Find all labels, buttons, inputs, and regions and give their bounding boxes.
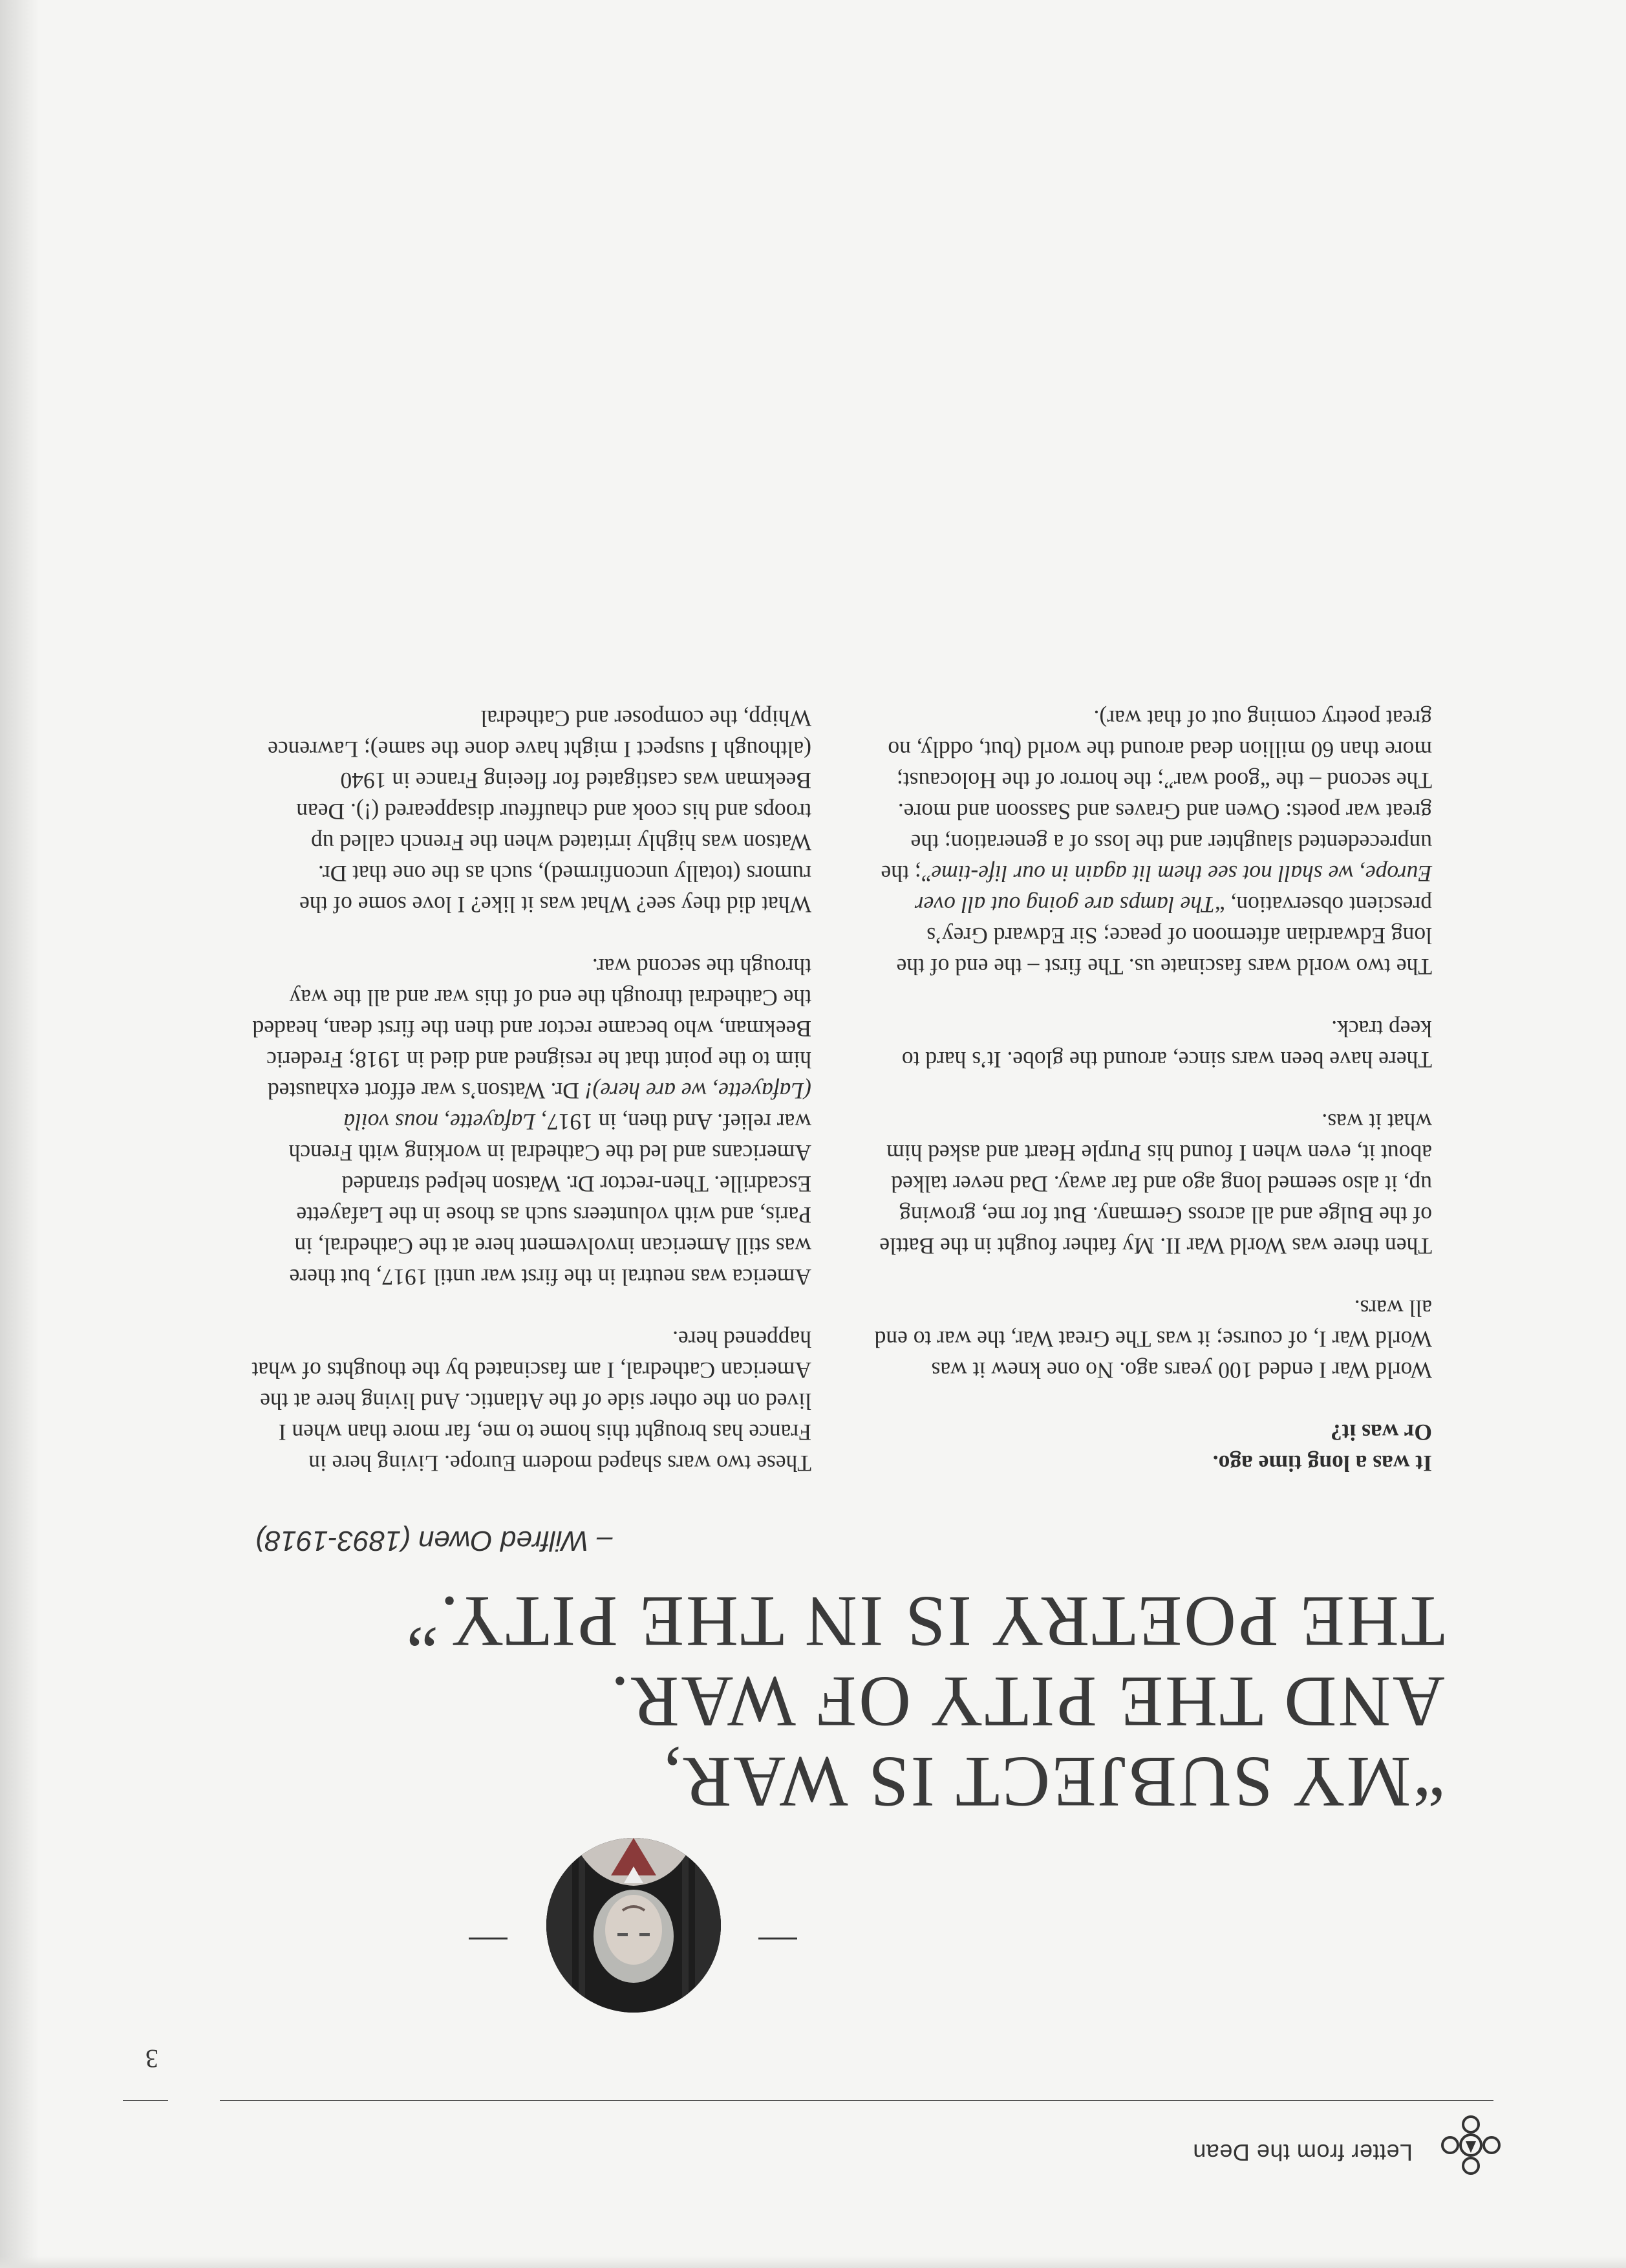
scanner-shadow [0, 0, 39, 2268]
lead-line-2: Or was it? [1330, 1420, 1432, 1445]
paragraph-wars-since: There have been wars since, around the globe. It’s hard to keep track. [901, 1016, 1432, 1073]
headline-line-3: THE POETRY IS IN THE PITY.” [404, 1581, 1445, 1661]
portrait-dash-left [758, 1938, 797, 1939]
article-column-left [870, 672, 1432, 1479]
paragraph-two-wars [870, 703, 1432, 982]
portrait-dash-right [469, 1938, 508, 1939]
grey-quote: The lamps are going out all over Europe, we shall not see them lit again in our life-time [914, 861, 1432, 918]
lead-line-1: It was a long time ago. [1212, 1451, 1432, 1476]
header-rule-short [123, 2100, 168, 2101]
paragraph-ww2: Then there was World War II. My father fought in the Battle of the Bulge and all across Germany. But for me, growing up, it also seemed long ago and far away. Dad never talked about it, even when I found his Purple Heart and asked him what it was. [879, 1109, 1432, 1259]
page-number: 3 [145, 2044, 158, 2073]
paragraph-america-b: Dr. Watson’s war effort exhausted him to the point that he resigned and died in 1918; Frederic Beekman, who became rector and then the first dean, headed the Cathedral through the end of this war and all the way through the second war. [252, 954, 811, 1104]
portrait-image [546, 1838, 721, 2013]
paragraph-america-a: America was neutral in the first war until 1917, but there was still American involvement here at the Cathedral, in Paris, and with volunteers such as those in the Lafayette Escadrille. Then-rector Dr. Watson helped stranded Americans and led the Cathedral in working with French war relief. And then, in 1917, [288, 1109, 811, 1290]
cathedral-logo-icon [1439, 2113, 1503, 2177]
lafayette-quote: Lafayette, nous voilà (Lafayette, we are here)! [343, 1078, 811, 1135]
dean-portrait [546, 1838, 721, 2013]
paragraph-two-wars-a: The two world wars fascinate us. The first – the end of the long Edwardian afternoon of peace; Sir Edward Grey’s prescient observation, “ [896, 892, 1432, 980]
header-rule [220, 2100, 1493, 2101]
paragraph-two-wars-b: ”; the unprecedented slaughter and the loss of a generation; the great war poets: Owen and Graves and Sassoon and more. The second – the “good war”; the horror of the Holocaust; more than 60 million dead around the world (but, oddly, no great poetry coming out of that war). [881, 706, 1432, 887]
quote-attribution: – Wilfred Owen (1893-1918) [255, 1525, 613, 1557]
paragraph-rumors: What did they see? What was it like? I love some of the rumors (totally unconfirmed), such as the one that Dr. Watson was highly irritated when the French called up troops and his cook and chauffeur disappeared (!). Dean Beekman was castigated for fleeing France in 1940 (although I suspect I might have done the same); Lawrence Whipp, the composer and Cathedral [268, 706, 811, 918]
article-column-right [249, 672, 811, 1479]
headline-quote [255, 1581, 1445, 1822]
headline-line-1: “MY SUBJECT IS WAR, [661, 1742, 1445, 1822]
section-title: Letter from the Dean [1192, 2139, 1413, 2166]
paragraph-america-neutral [249, 951, 811, 1293]
paragraph-ww1: World War I ended 100 years ago. No one knew it was World War I, of course; it was The Great War, the war to end all wars. [874, 1295, 1432, 1383]
paragraph-modern-europe: These two wars shaped modern Europe. Living here in France has brought this home to me, far more than when I lived on the other side of the Atlantic. And living here at the American Cathedral, I am fascinated by the thoughts of what happened here. [251, 1326, 811, 1476]
headline-line-2: AND THE PITY OF WAR. [608, 1661, 1445, 1742]
scanner-shadow-top [0, 2256, 1626, 2268]
